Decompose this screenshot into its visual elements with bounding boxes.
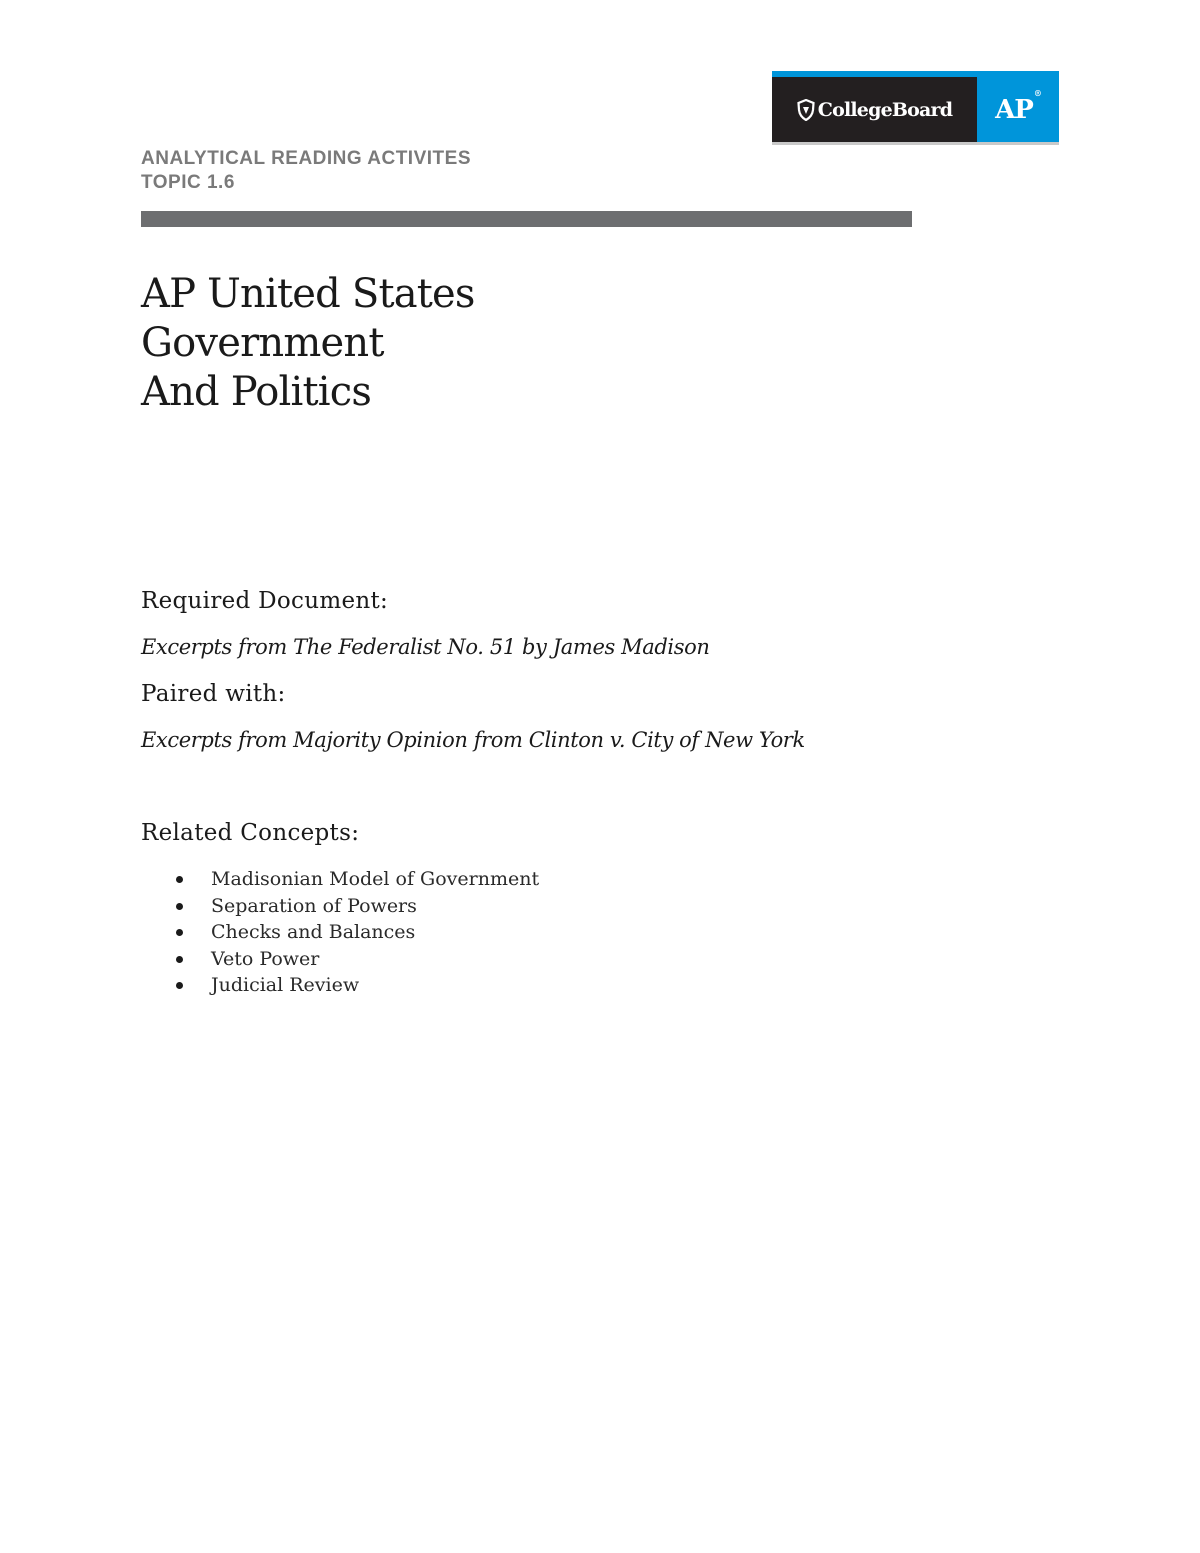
related-concepts-list <box>141 866 539 999</box>
list-item: Separation of Powers <box>141 893 539 920</box>
brand-text: CollegeBoard <box>817 98 953 121</box>
ap-text: AP® <box>995 87 1041 125</box>
required-document-label: Required Document: <box>141 588 389 614</box>
title-line-3: And Politics <box>141 369 372 415</box>
topic-number: TOPIC 1.6 <box>141 172 235 193</box>
title-line-1: AP United States <box>141 271 475 317</box>
list-item: Checks and Balances <box>141 919 539 946</box>
list-item: Madisonian Model of Government <box>141 866 539 893</box>
collegeboard-ap-logo <box>772 71 1059 145</box>
ap-wordmark <box>977 77 1059 142</box>
header-divider <box>141 211 912 227</box>
bullet-icon <box>176 876 183 883</box>
registered-mark: ® <box>1033 87 1041 98</box>
collegeboard-wordmark <box>772 77 977 142</box>
bullet-icon <box>176 982 183 989</box>
shield-icon <box>797 99 815 121</box>
required-document-title: Excerpts from The Federalist No. 51 by James Madison <box>141 635 710 659</box>
paired-document-title: Excerpts from Majority Opinion from Clinton v. City of New York <box>141 728 805 752</box>
paired-with-label: Paired with: <box>141 681 286 707</box>
bullet-icon <box>176 956 183 963</box>
bullet-icon <box>176 929 183 936</box>
page-title <box>141 270 475 417</box>
title-line-2: Government <box>141 320 384 366</box>
list-item: Judicial Review <box>141 972 539 999</box>
bullet-icon <box>176 903 183 910</box>
activity-type: ANALYTICAL READING ACTIVITES <box>141 148 471 169</box>
list-item: Veto Power <box>141 946 539 973</box>
related-concepts-label: Related Concepts: <box>141 820 360 846</box>
